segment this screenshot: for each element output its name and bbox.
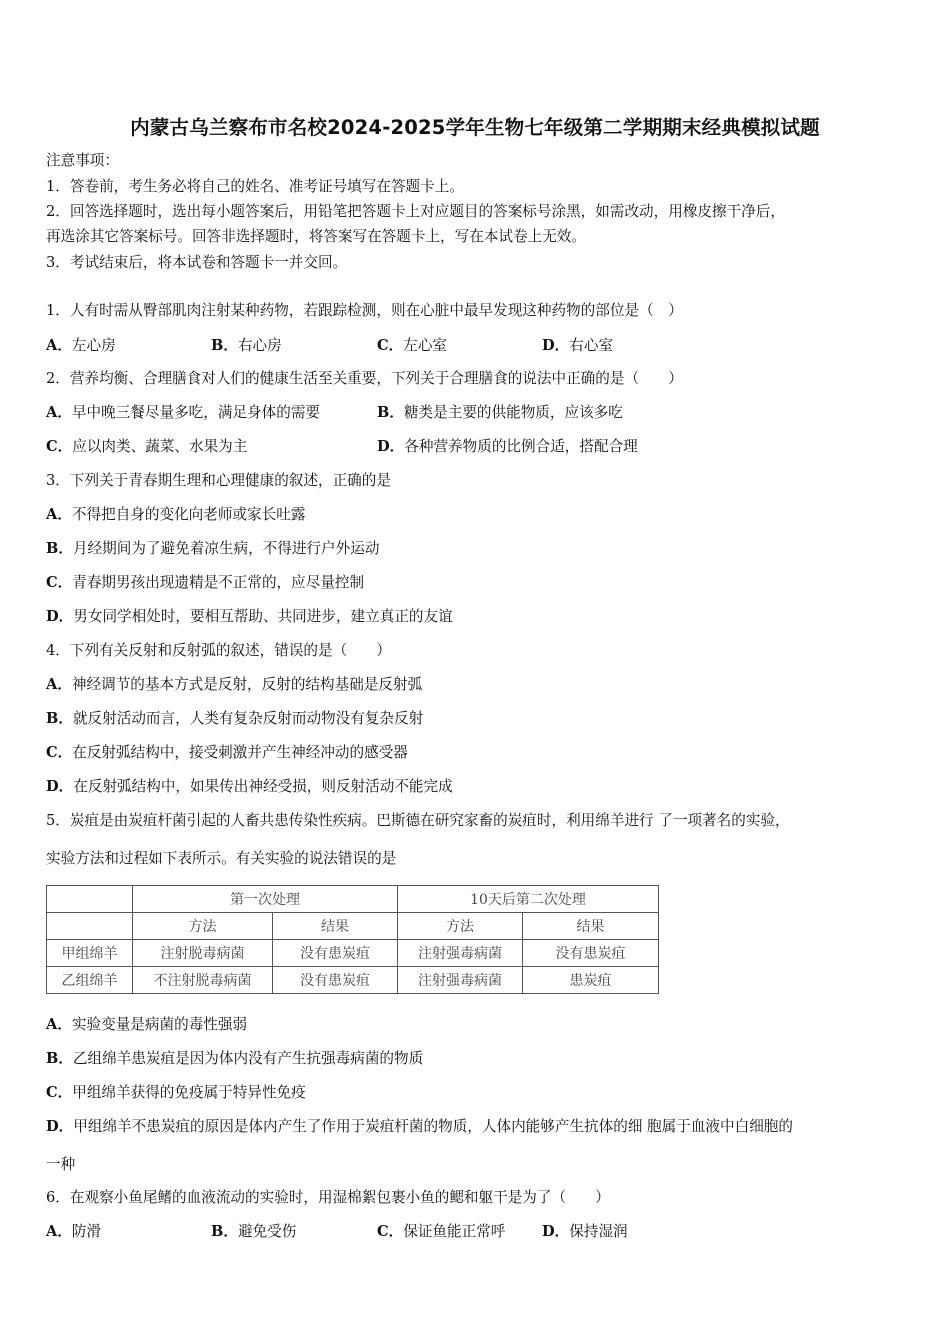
option-c: [46, 743, 408, 763]
table-row: [47, 940, 659, 967]
option-label: D．: [542, 1223, 570, 1240]
notice-heading: 注意事项：: [46, 152, 119, 169]
option-c: [377, 336, 447, 356]
option-b: [377, 403, 623, 423]
option-text: 防滑: [71, 1223, 102, 1240]
option-a: [46, 675, 422, 695]
option-b: [211, 336, 282, 356]
notice-item: 1．答卷前，考生务必将自己的姓名、准考证号填写在答题卡上。: [46, 178, 464, 195]
option-label: C．: [377, 337, 404, 354]
table-subheader: 结果: [273, 913, 398, 940]
option-text: 保持湿润: [569, 1223, 628, 1240]
option-text: 早中晚三餐尽量多吃，满足身体的需要: [71, 404, 321, 421]
option-text: 各种营养物质的比例合适，搭配合理: [404, 438, 638, 455]
option-label: A．: [46, 337, 72, 354]
option-text: 月经期间为了避免着凉生病，不得进行户外运动: [72, 540, 380, 557]
option-text: 就反射活动而言，人类有复杂反射而动物没有复杂反射: [72, 710, 424, 727]
option-d: [542, 336, 613, 356]
option-text: 实验变量是病菌的毒性强弱: [71, 1016, 248, 1033]
table-cell: 患炭疽: [523, 967, 659, 994]
option-label: D．: [542, 337, 570, 354]
table-row: [47, 967, 659, 994]
option-label: C．: [46, 438, 73, 455]
option-label: D．: [377, 438, 405, 455]
table-cell: 注射脱毒病菌: [133, 940, 273, 967]
option-text: 神经调节的基本方式是反射，反射的结构基础是反射弧: [71, 676, 423, 693]
option-text: 不得把自身的变化向老师或家长吐露: [71, 506, 306, 523]
table-subheader: 结果: [523, 913, 659, 940]
option-text: 左心房: [71, 337, 116, 354]
option-label: B．: [46, 1050, 73, 1067]
option-text: 糖类是主要的供能物质，应该多吃: [403, 404, 623, 421]
option-text: 在反射弧结构中，接受刺激并产生神经冲动的感受器: [72, 744, 408, 761]
table-cell: 甲组绵羊: [47, 940, 133, 967]
table-cell: 没有患炭疽: [523, 940, 659, 967]
option-label: C．: [377, 1223, 404, 1240]
experiment-table: [46, 885, 659, 994]
option-label: B．: [377, 404, 404, 421]
option-label: B．: [46, 540, 73, 557]
table-cell: 乙组绵羊: [47, 967, 133, 994]
table-subheader: 方法: [398, 913, 523, 940]
option-label: C．: [46, 744, 73, 761]
option-d: [377, 437, 638, 457]
question-stem: 6．在观察小鱼尾鳍的血液流动的实验时，用湿棉絮包裹小鱼的鳃和躯干是为了（ ）: [46, 1189, 610, 1206]
option-text: 右心室: [569, 337, 614, 354]
option-d: [46, 1117, 793, 1137]
option-label: B．: [46, 710, 73, 727]
option-d: [46, 607, 453, 627]
option-d-cont: 一种: [46, 1156, 76, 1173]
option-text: 在反射弧结构中，如果传出神经受损，则反射活动不能完成: [73, 778, 453, 795]
option-c: [46, 573, 364, 593]
question-stem: 2．营养均衡、合理膳食对人们的健康生活至关重要，下列关于合理膳食的说法中正确的是（ ）: [46, 370, 683, 387]
option-text: 青春期男孩出现遗精是不正常的，应尽量控制: [72, 574, 365, 591]
table-cell: 注射强毒病菌: [398, 940, 523, 967]
option-a: [46, 505, 305, 525]
table-cell: 注射强毒病菌: [398, 967, 523, 994]
option-label: D．: [46, 1118, 74, 1135]
notice-item: 再选涂其它答案标号。回答非选择题时，将答案写在答题卡上，写在本试卷上无效。: [46, 228, 586, 245]
table-corner: [47, 913, 133, 940]
question-stem: 4．下列有关反射和反射弧的叙述，错误的是（ ）: [46, 642, 391, 659]
question-stem: 5．炭疽是由炭疽杆菌引起的人畜共患传染性疾病。巴斯德在研究家畜的炭疽时，利用绵羊进行 了一项著名的实验，: [46, 812, 790, 829]
option-d: [46, 777, 453, 797]
option-a: [46, 1222, 101, 1242]
question-stem-cont: 实验方法和过程如下表所示。有关实验的说法错误的是: [46, 850, 397, 867]
table-corner: [47, 886, 133, 913]
option-text: 甲组绵羊获得的免疫属于特异性免疫: [72, 1084, 306, 1101]
question-stem: 1．人有时需从臀部肌肉注射某种药物，若跟踪检测，则在心脏中最早发现这种药物的部位是（ ）: [46, 302, 683, 319]
table-subheader: 方法: [133, 913, 273, 940]
option-text: 乙组绵羊患炭疽是因为体内没有产生抗强毒病菌的物质: [72, 1050, 424, 1067]
option-label: A．: [46, 1016, 72, 1033]
option-d: [542, 1222, 628, 1242]
option-label: A．: [46, 1223, 72, 1240]
table-cell: 没有患炭疽: [273, 940, 398, 967]
option-a: [46, 1015, 247, 1035]
option-b: [46, 539, 379, 559]
option-text: 右心房: [237, 337, 282, 354]
notice-item: 2．回答选择题时，选出每小题答案后，用铅笔把答题卡上对应题目的答案标号涂黑，如需改动，用橡皮擦干净后，: [46, 203, 785, 220]
table-group-header: 第一次处理: [133, 886, 398, 913]
table-cell: 不注射脱毒病菌: [133, 967, 273, 994]
table-cell: 没有患炭疽: [273, 967, 398, 994]
option-label: C．: [46, 1084, 73, 1101]
option-text: 保证鱼能正常呼: [403, 1223, 506, 1240]
option-c: [377, 1222, 505, 1242]
option-b: [46, 709, 423, 729]
table-subheader-row: [47, 913, 659, 940]
table-header-row: [47, 886, 659, 913]
option-b: [46, 1049, 423, 1069]
notice-item: 3．考试结束后，将本试卷和答题卡一并交回。: [46, 254, 348, 271]
question-stem: 3．下列关于青春期生理和心理健康的叙述，正确的是: [46, 472, 391, 489]
option-text: 左心室: [403, 337, 448, 354]
option-label: A．: [46, 506, 72, 523]
option-text: 男女同学相处时，要相互帮助、共同进步，建立真正的友谊: [73, 608, 453, 625]
option-text: 应以肉类、蔬菜、水果为主: [72, 438, 248, 455]
option-label: A．: [46, 404, 72, 421]
option-a: [46, 403, 320, 423]
option-text: 避免受伤: [237, 1223, 297, 1240]
option-label: A．: [46, 676, 72, 693]
page-title: 内蒙古乌兰察布市名校2024-2025学年生物七年级第二学期期末经典模拟试题: [130, 116, 820, 139]
option-label: D．: [46, 778, 74, 795]
option-text: 甲组绵羊不患炭疽的原因是体内产生了作用于炭疽杆菌的物质，人体内能够产生抗体的细 胞属于血液中白细胞的: [73, 1118, 793, 1135]
option-b: [211, 1222, 296, 1242]
table-group-header: 10天后第二次处理: [398, 886, 659, 913]
option-label: C．: [46, 574, 73, 591]
option-label: B．: [211, 337, 238, 354]
option-label: D．: [46, 608, 74, 625]
option-c: [46, 437, 247, 457]
option-a: [46, 336, 116, 356]
option-c: [46, 1083, 306, 1103]
option-label: B．: [211, 1223, 238, 1240]
